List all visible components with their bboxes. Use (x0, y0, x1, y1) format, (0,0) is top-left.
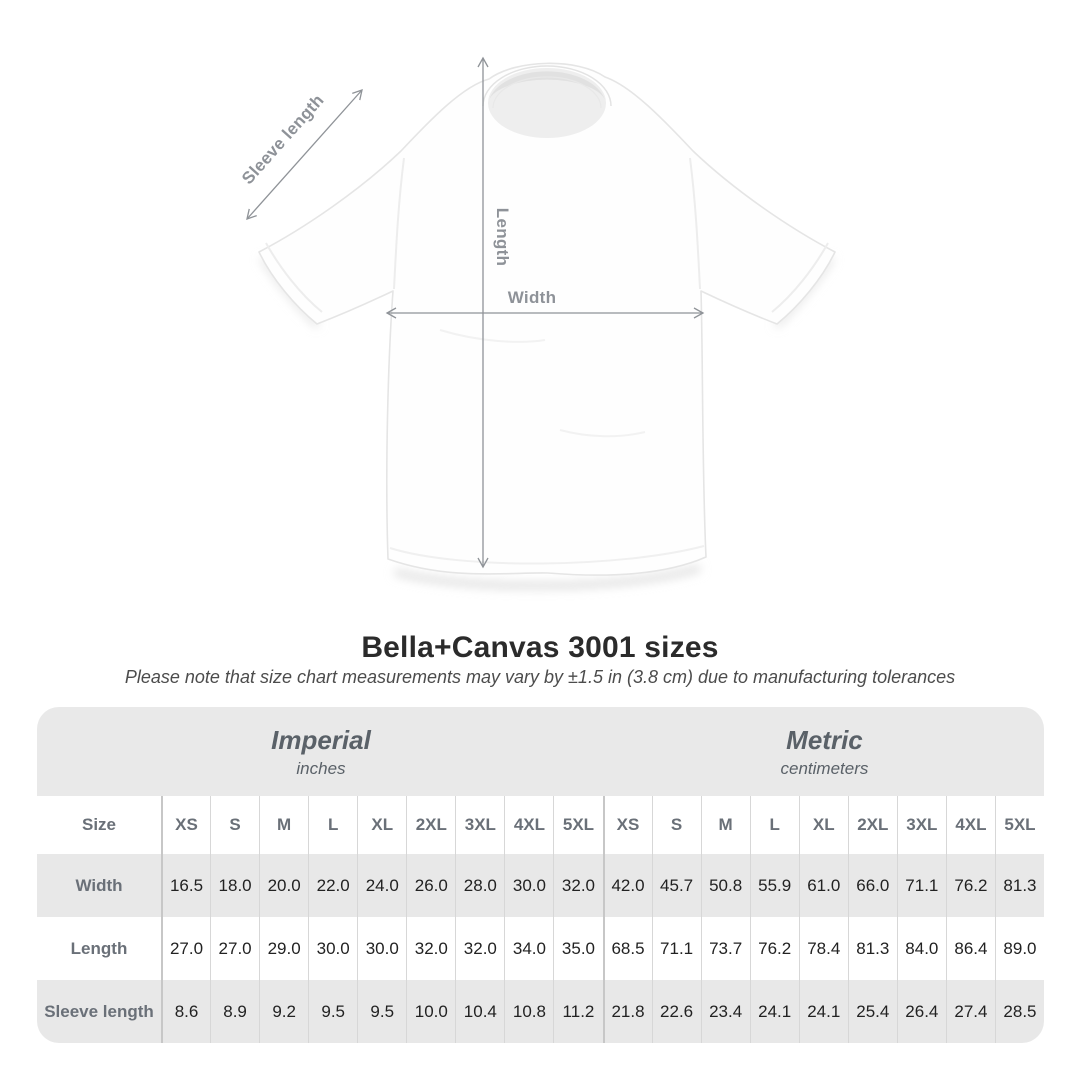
value-cell: 29.0 (259, 917, 308, 980)
value-cell: 71.1 (652, 917, 701, 980)
value-cell: 8.9 (210, 980, 259, 1043)
value-cell: 26.0 (406, 854, 455, 917)
value-cell: 23.4 (701, 980, 750, 1043)
value-cell: 81.3 (995, 854, 1044, 917)
value-cell: 27.0 (210, 917, 259, 980)
value-cell: 10.8 (504, 980, 553, 1043)
value-cell: 61.0 (799, 854, 848, 917)
value-cell: 18.0 (210, 854, 259, 917)
value-cell: 71.1 (897, 854, 946, 917)
value-cell: 22.0 (308, 854, 357, 917)
value-cell: 55.9 (750, 854, 799, 917)
size-header-cell: 2XL (848, 796, 897, 854)
value-cell: 27.0 (161, 917, 210, 980)
size-header-cell: XL (357, 796, 406, 854)
table-row-width (37, 854, 1044, 917)
page-title: Bella+Canvas 3001 sizes (361, 631, 719, 664)
tshirt-illustration (259, 63, 835, 575)
size-header-cell: L (308, 796, 357, 854)
value-cell: 27.4 (946, 980, 995, 1043)
value-cell: 84.0 (897, 917, 946, 980)
value-cell: 50.8 (701, 854, 750, 917)
size-header-cell: 4XL (946, 796, 995, 854)
value-cell: 9.5 (308, 980, 357, 1043)
size-header-row (37, 796, 1044, 854)
value-cell: 21.8 (603, 980, 652, 1043)
length-label: Length (493, 207, 512, 267)
row-label: Width (75, 875, 123, 895)
value-cell: 24.1 (799, 980, 848, 1043)
value-cell: 16.5 (161, 854, 210, 917)
row-label: Sleeve length (44, 1001, 154, 1021)
size-header-cell: S (210, 796, 259, 854)
size-header-cell: XS (603, 796, 652, 854)
value-cell: 22.6 (652, 980, 701, 1043)
size-header-cell: M (701, 796, 750, 854)
metric-section-header (605, 707, 1044, 796)
value-cell: 89.0 (995, 917, 1044, 980)
value-cell: 32.0 (406, 917, 455, 980)
value-cell: 26.4 (897, 980, 946, 1043)
value-cell: 86.4 (946, 917, 995, 980)
imperial-section-header (37, 707, 605, 796)
size-header-cell: XL (799, 796, 848, 854)
metric-label: Metric (786, 724, 863, 755)
value-cell: 68.5 (603, 917, 652, 980)
value-cell: 30.0 (308, 917, 357, 980)
size-header-cell: 3XL (897, 796, 946, 854)
size-header-cell: L (750, 796, 799, 854)
value-cell: 11.2 (553, 980, 602, 1043)
size-header-cell: S (652, 796, 701, 854)
value-cell: 30.0 (504, 854, 553, 917)
imperial-label: Imperial (271, 724, 371, 755)
value-cell: 45.7 (652, 854, 701, 917)
value-cell: 10.4 (455, 980, 504, 1043)
value-cell: 66.0 (848, 854, 897, 917)
size-header-cell: 3XL (455, 796, 504, 854)
value-cell: 28.5 (995, 980, 1044, 1043)
value-cell: 9.2 (259, 980, 308, 1043)
size-header-cell: 5XL (995, 796, 1044, 854)
value-cell: 32.0 (553, 854, 602, 917)
value-cell: 35.0 (553, 917, 602, 980)
value-cell: 78.4 (799, 917, 848, 980)
value-cell: 73.7 (701, 917, 750, 980)
value-cell: 76.2 (750, 917, 799, 980)
table-row-length (37, 917, 1044, 980)
value-cell: 10.0 (406, 980, 455, 1043)
unit-section-band (37, 707, 1044, 796)
size-header-cell: 2XL (406, 796, 455, 854)
value-cell: 32.0 (455, 917, 504, 980)
width-label: Width (507, 288, 557, 307)
value-cell: 42.0 (603, 854, 652, 917)
value-cell: 24.1 (750, 980, 799, 1043)
size-header-cell: XS (161, 796, 210, 854)
metric-unit: centimeters (780, 758, 869, 778)
row-label: Length (70, 938, 128, 958)
value-cell: 8.6 (161, 980, 210, 1043)
value-cell: 28.0 (455, 854, 504, 917)
value-cell: 24.0 (357, 854, 406, 917)
value-cell: 76.2 (946, 854, 995, 917)
size-header-cell: 4XL (504, 796, 553, 854)
value-cell: 20.0 (259, 854, 308, 917)
size-header-cell: M (259, 796, 308, 854)
imperial-unit: inches (296, 758, 346, 778)
value-cell: 25.4 (848, 980, 897, 1043)
value-cell: 34.0 (504, 917, 553, 980)
sleeve-length-label: Sleeve length (238, 90, 328, 189)
size-table (37, 707, 1044, 1043)
table-row-sleeve-length (37, 980, 1044, 1043)
value-cell: 9.5 (357, 980, 406, 1043)
size-header-cell: 5XL (553, 796, 602, 854)
value-cell: 81.3 (848, 917, 897, 980)
value-cell: 30.0 (357, 917, 406, 980)
size-column-header: Size (81, 815, 117, 834)
tolerance-note: Please note that size chart measurements may vary by ±1.5 in (3.8 cm) due to manufacturing tolerances (124, 667, 956, 687)
